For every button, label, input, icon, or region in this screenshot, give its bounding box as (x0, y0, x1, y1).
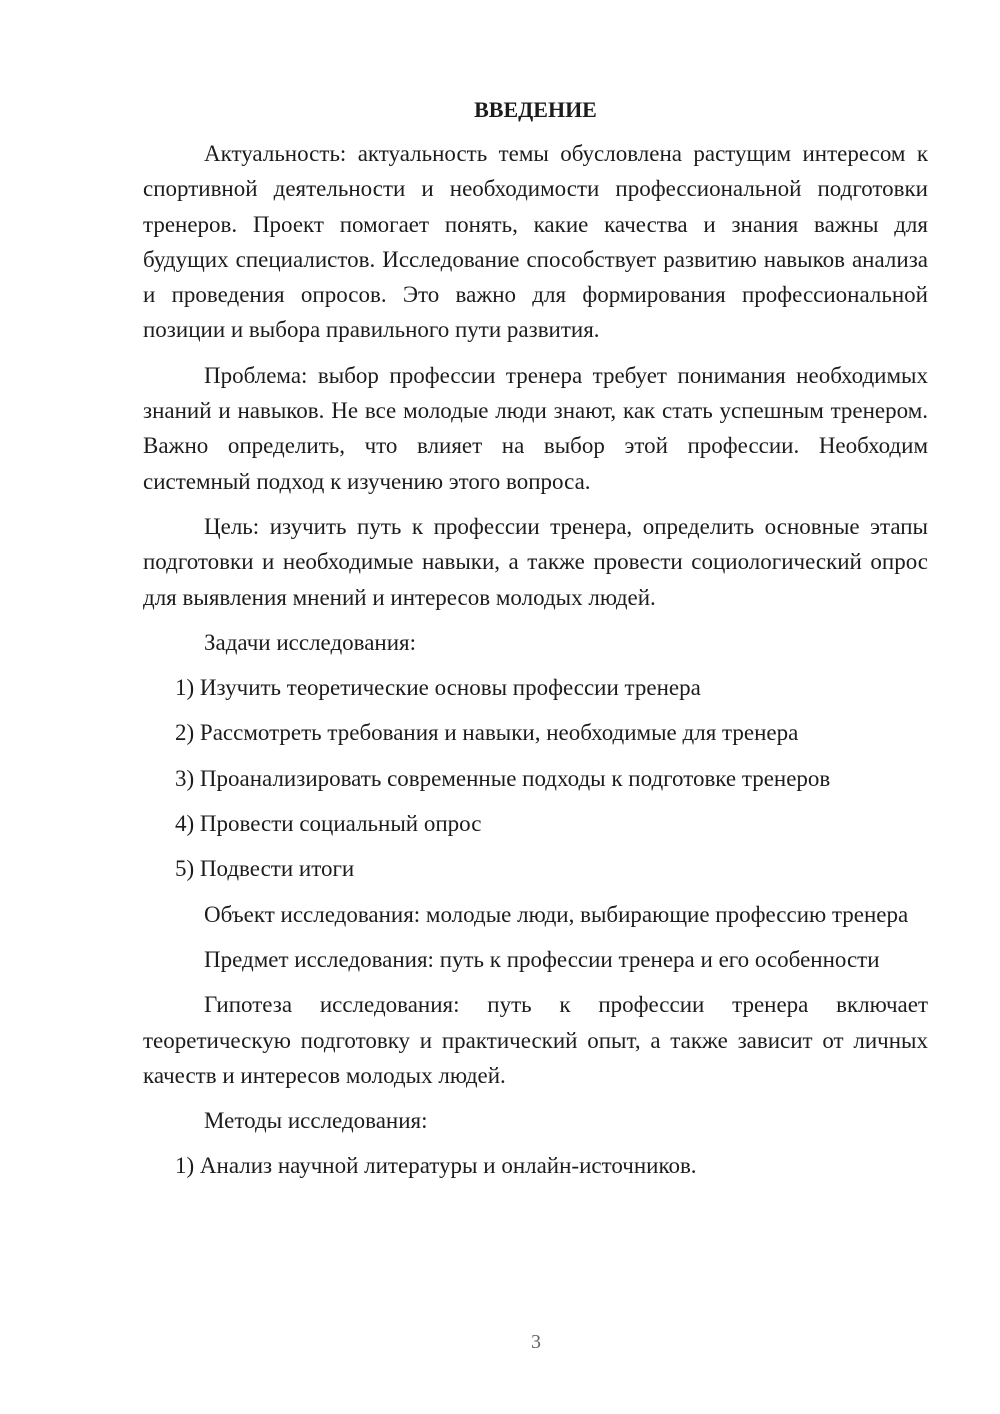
goal-paragraph: Цель: изучить путь к профессии тренера, определить основные этапы подготовки и необходимые навыки, а также провести социологический опрос для выявления мнений и интересов молодых людей. (143, 513, 928, 610)
list-item: 3) Проанализировать современные подходы к подготовке тренеров (175, 765, 831, 791)
list-item: 1) Изучить теоретические основы профессии тренера (175, 675, 701, 701)
subject-paragraph: Предмет исследования: путь к профессии тренера и его особенности (204, 946, 880, 972)
list-item: 4) Провести социальный опрос (175, 811, 482, 837)
page-title: ВВЕДЕНИЕ (474, 97, 597, 122)
list-item: 1) Анализ научной литературы и онлайн-источников. (175, 1153, 697, 1179)
list-item: 5) Подвести итоги (175, 856, 355, 882)
relevance-paragraph: Актуальность: актуальность темы обусловлена растущим интересом к спортивной деятельности и необходимости профессиональной подготовки тренеров. Проект помогает понять, какие качества и знания важны для будущих специалистов. Исследование способствует развитию навыков анализа и проведения опросов. Это важно для формирования профессиональной позиции и выбора правильного пути развития. (143, 141, 928, 343)
methods-list (143, 1148, 928, 1183)
list-item: 2) Рассмотреть требования и навыки, необходимые для тренера (175, 720, 799, 746)
tasks-heading: Задачи исследования: (204, 629, 417, 655)
page-number: 3 (531, 1331, 541, 1353)
hypothesis-paragraph: Гипотеза исследования: путь к профессии тренера включает теоретическую подготовку и практический опыт, а также зависит от личных качеств и интересов молодых людей. (143, 992, 928, 1088)
methods-heading: Методы исследования: (204, 1108, 428, 1134)
page-content (143, 92, 928, 1194)
problem-paragraph: Проблема: выбор профессии тренера требует понимания необходимых знаний и навыков. Не все молодые люди знают, как стать успешным тренером. Важно определить, что влияет на выбор этой профессии. Необходим системный подход к изучению этого вопроса. (143, 362, 928, 494)
object-paragraph: Объект исследования: молодые люди, выбирающие профессию тренера (204, 901, 909, 927)
tasks-list (143, 670, 928, 886)
